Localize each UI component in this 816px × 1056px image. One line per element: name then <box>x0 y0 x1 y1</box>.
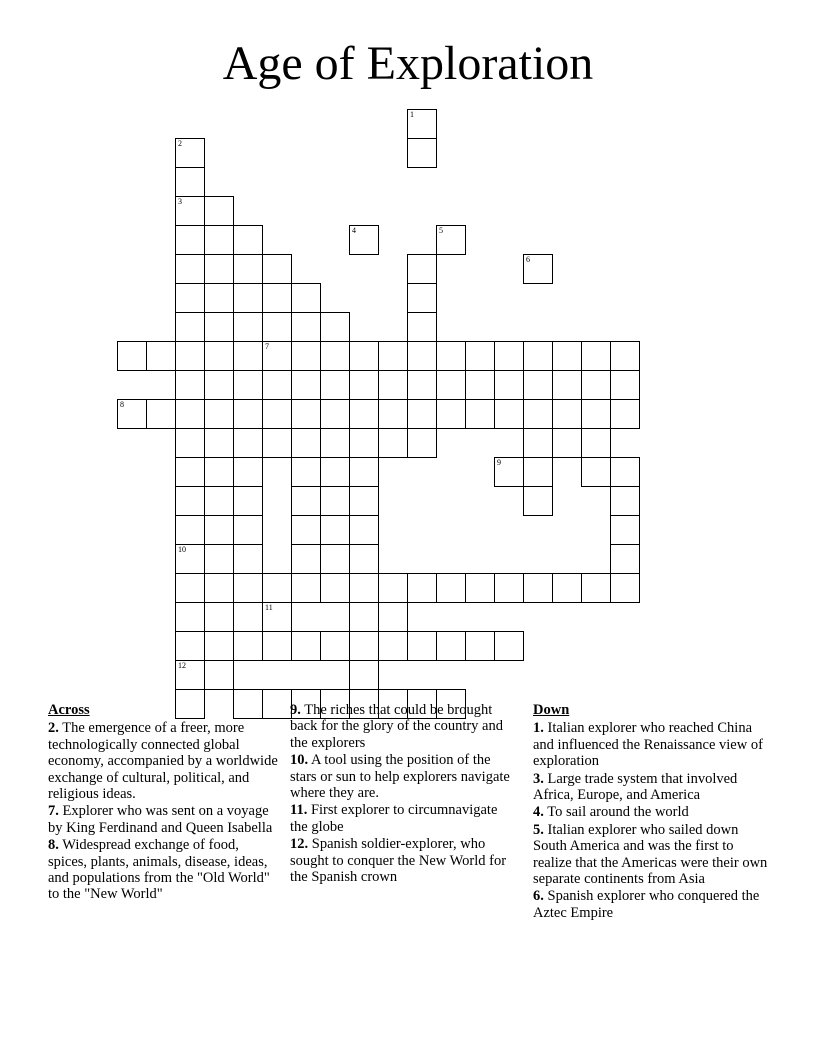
grid-cell[interactable] <box>262 631 292 661</box>
grid-cell[interactable] <box>175 370 205 400</box>
clue-across-9: 9. The riches that could be brought back for the glory of the country and the explorers <box>290 702 503 751</box>
clue-number: 7 <box>265 342 269 351</box>
grid-cell[interactable] <box>320 399 350 429</box>
grid-cell[interactable] <box>378 370 408 400</box>
grid-cell[interactable] <box>407 631 437 661</box>
grid-cell[interactable] <box>204 457 234 487</box>
grid-cell[interactable] <box>523 573 553 603</box>
grid-cell[interactable] <box>175 573 205 603</box>
grid-cell[interactable] <box>436 573 466 603</box>
grid-cell[interactable] <box>407 399 437 429</box>
grid-cell[interactable] <box>175 428 205 458</box>
grid-cell[interactable] <box>552 370 582 400</box>
grid-cell[interactable] <box>523 486 553 516</box>
grid-cell[interactable] <box>523 341 553 371</box>
clue-across-2: 2. The emergence of a freer, more technologically connected global economy, accompanied by a worldwide exchange of cultural, political, and religious ideas. <box>48 720 278 803</box>
clue-down-4: 4. To sail around the world <box>533 804 689 821</box>
grid-cell[interactable] <box>523 457 553 487</box>
grid-cell[interactable] <box>407 254 437 284</box>
clues-column-3 <box>533 702 769 922</box>
clue-number: 12 <box>178 661 186 670</box>
grid-cell[interactable] <box>204 428 234 458</box>
grid-cell[interactable] <box>175 283 205 313</box>
grid-cell[interactable] <box>262 312 292 342</box>
grid-cell[interactable] <box>320 428 350 458</box>
grid-cell[interactable] <box>204 341 234 371</box>
grid-cell[interactable] <box>494 631 524 661</box>
grid-cell[interactable] <box>378 428 408 458</box>
grid-cell[interactable] <box>175 225 205 255</box>
grid-cell[interactable] <box>175 399 205 429</box>
grid-cell[interactable] <box>233 515 263 545</box>
grid-cell[interactable] <box>320 486 350 516</box>
grid-cell[interactable] <box>581 370 611 400</box>
clue-number: 2 <box>178 139 182 148</box>
grid-cell[interactable] <box>262 341 292 371</box>
grid-cell[interactable] <box>233 457 263 487</box>
grid-cell[interactable] <box>349 399 379 429</box>
grid-cell[interactable] <box>233 283 263 313</box>
grid-cell[interactable] <box>204 399 234 429</box>
grid-cell[interactable] <box>610 457 640 487</box>
grid-cell[interactable] <box>291 312 321 342</box>
clue-number: 11 <box>265 603 273 612</box>
grid-cell[interactable] <box>349 341 379 371</box>
grid-cell[interactable] <box>233 486 263 516</box>
grid-cell[interactable] <box>407 283 437 313</box>
clue-down-1: 1. Italian explorer who reached China and influenced the Renaissance view of exploration <box>533 720 763 770</box>
grid-cell[interactable] <box>233 341 263 371</box>
grid-cell[interactable] <box>523 370 553 400</box>
grid-cell[interactable] <box>349 573 379 603</box>
grid-cell[interactable] <box>349 602 379 632</box>
grid-cell[interactable] <box>262 283 292 313</box>
grid-cell[interactable] <box>610 544 640 574</box>
down-heading: Down <box>533 702 570 718</box>
grid-cell[interactable] <box>291 370 321 400</box>
grid-cell[interactable] <box>204 544 234 574</box>
clue-number: 9 <box>497 458 501 467</box>
grid-cell[interactable] <box>349 428 379 458</box>
grid-cell[interactable] <box>204 660 234 690</box>
grid-cell[interactable] <box>233 573 263 603</box>
grid-cell[interactable] <box>204 573 234 603</box>
grid-cell[interactable] <box>204 196 234 226</box>
grid-cell[interactable] <box>349 660 379 690</box>
grid-cell[interactable] <box>436 370 466 400</box>
grid-cell[interactable] <box>204 602 234 632</box>
grid-cell[interactable] <box>349 370 379 400</box>
grid-cell[interactable] <box>552 341 582 371</box>
grid-cell[interactable] <box>204 486 234 516</box>
grid-cell[interactable] <box>291 399 321 429</box>
grid-cell[interactable] <box>117 399 147 429</box>
grid-cell[interactable] <box>494 370 524 400</box>
grid-cell[interactable] <box>349 486 379 516</box>
grid-cell[interactable] <box>378 631 408 661</box>
grid-cell[interactable] <box>175 341 205 371</box>
grid-cell[interactable] <box>465 573 495 603</box>
grid-cell[interactable] <box>349 631 379 661</box>
grid-cell[interactable] <box>465 399 495 429</box>
grid-cell[interactable] <box>291 486 321 516</box>
grid-cell[interactable] <box>175 138 205 168</box>
grid-cell[interactable] <box>204 515 234 545</box>
grid-cell[interactable] <box>175 167 205 197</box>
grid-cell[interactable] <box>349 515 379 545</box>
grid-cell[interactable] <box>581 341 611 371</box>
grid-cell[interactable] <box>175 254 205 284</box>
grid-cell[interactable] <box>407 428 437 458</box>
clue-number: 1 <box>410 110 414 119</box>
grid-cell[interactable] <box>407 370 437 400</box>
clue-down-6: 6. Spanish explorer who conquered the Aztec Empire <box>533 888 760 921</box>
grid-cell[interactable] <box>581 399 611 429</box>
grid-cell[interactable] <box>291 283 321 313</box>
grid-cell[interactable] <box>175 312 205 342</box>
grid-cell[interactable] <box>320 631 350 661</box>
grid-cell[interactable] <box>523 399 553 429</box>
grid-cell[interactable] <box>378 573 408 603</box>
clue-across-10: 10. A tool using the position of the stars or sun to help explorers navigate where they are. <box>290 752 510 802</box>
grid-cell[interactable] <box>262 573 292 603</box>
grid-cell[interactable] <box>117 341 147 371</box>
grid-cell[interactable] <box>175 544 205 574</box>
grid-cell[interactable] <box>610 399 640 429</box>
grid-cell[interactable] <box>465 370 495 400</box>
grid-cell[interactable] <box>291 573 321 603</box>
grid-cell[interactable] <box>610 370 640 400</box>
grid-cell[interactable] <box>262 428 292 458</box>
grid-cell[interactable] <box>610 341 640 371</box>
grid-cell[interactable] <box>581 573 611 603</box>
clue-number: 5 <box>439 226 443 235</box>
grid-cell[interactable] <box>610 515 640 545</box>
grid-cell[interactable] <box>436 399 466 429</box>
grid-cell[interactable] <box>378 341 408 371</box>
grid-cell[interactable] <box>349 225 379 255</box>
grid-cell[interactable] <box>233 428 263 458</box>
grid-cell[interactable] <box>523 254 553 284</box>
grid-cell[interactable] <box>291 544 321 574</box>
grid-cell[interactable] <box>407 341 437 371</box>
grid-cell[interactable] <box>436 631 466 661</box>
clue-number: 8 <box>120 400 124 409</box>
grid-cell[interactable] <box>262 254 292 284</box>
clues-column-1 <box>48 702 280 904</box>
grid-cell[interactable] <box>581 457 611 487</box>
grid-cell[interactable] <box>204 370 234 400</box>
grid-cell[interactable] <box>552 573 582 603</box>
grid-cell[interactable] <box>204 631 234 661</box>
grid-cell[interactable] <box>494 457 524 487</box>
grid-cell[interactable] <box>233 602 263 632</box>
grid-cell[interactable] <box>233 254 263 284</box>
grid-cell[interactable] <box>233 544 263 574</box>
clue-number: 4 <box>352 226 356 235</box>
grid-cell[interactable] <box>204 312 234 342</box>
grid-cell[interactable] <box>349 544 379 574</box>
clue-down-3: 3. Large trade system that involved Africa, Europe, and America <box>533 770 738 804</box>
grid-cell[interactable] <box>175 457 205 487</box>
grid-cell[interactable] <box>204 225 234 255</box>
grid-cell[interactable] <box>320 312 350 342</box>
clue-across-8: 8. Widespread exchange of food, spices, plants, animals, disease, ideas, and populations from the "Old World" to the "New World" <box>48 837 270 903</box>
clue-number: 6 <box>526 255 530 264</box>
grid-cell[interactable] <box>233 399 263 429</box>
clue-number: 3 <box>178 197 182 206</box>
clue-across-12: 12. Spanish soldier-explorer, who sought to conquer the New World for the Spanish crown <box>290 836 507 886</box>
grid-cell[interactable] <box>291 515 321 545</box>
grid-cell[interactable] <box>291 631 321 661</box>
grid-cell[interactable] <box>581 428 611 458</box>
grid-cell[interactable] <box>610 573 640 603</box>
grid-cell[interactable] <box>320 573 350 603</box>
clue-down-5: 5. Italian explorer who sailed down South America and was the first to realize that the Americas were their own separate continents from Asia <box>533 821 768 888</box>
grid-cell[interactable] <box>494 399 524 429</box>
clues-column-2 <box>290 702 515 886</box>
grid-cell[interactable] <box>175 515 205 545</box>
grid-cell[interactable] <box>291 341 321 371</box>
grid-cell[interactable] <box>436 341 466 371</box>
grid-cell[interactable] <box>552 428 582 458</box>
grid-cell[interactable] <box>320 515 350 545</box>
grid-cell[interactable] <box>233 370 263 400</box>
grid-cell[interactable] <box>175 631 205 661</box>
grid-cell[interactable] <box>407 312 437 342</box>
grid-cell[interactable] <box>262 399 292 429</box>
clue-across-11: 11. First explorer to circumnavigate the globe <box>290 802 498 835</box>
grid-cell[interactable] <box>349 457 379 487</box>
grid-cell[interactable] <box>436 225 466 255</box>
grid-cell[interactable] <box>552 399 582 429</box>
grid-cell[interactable] <box>407 109 437 139</box>
grid-cell[interactable] <box>494 341 524 371</box>
grid-cell[interactable] <box>465 631 495 661</box>
grid-cell[interactable] <box>233 631 263 661</box>
grid-cell[interactable] <box>175 486 205 516</box>
across-heading: Across <box>48 702 90 718</box>
clue-across-7: 7. Explorer who was sent on a voyage by King Ferdinand and Queen Isabella <box>48 803 273 836</box>
grid-cell[interactable] <box>320 457 350 487</box>
grid-cell[interactable] <box>378 399 408 429</box>
grid-cell[interactable] <box>175 196 205 226</box>
grid-cell[interactable] <box>494 573 524 603</box>
grid-cell[interactable] <box>175 602 205 632</box>
grid-cell[interactable] <box>233 312 263 342</box>
grid-cell[interactable] <box>291 457 321 487</box>
page-title: Age of Exploration <box>222 37 594 90</box>
grid-cell[interactable] <box>378 602 408 632</box>
grid-cell[interactable] <box>320 370 350 400</box>
grid-cell[interactable] <box>320 341 350 371</box>
grid-cell[interactable] <box>291 428 321 458</box>
grid-cell[interactable] <box>465 341 495 371</box>
grid-cell[interactable] <box>146 399 176 429</box>
grid-cell[interactable] <box>407 138 437 168</box>
clue-number: 10 <box>178 545 186 554</box>
grid-cell[interactable] <box>204 283 234 313</box>
grid-cell[interactable] <box>262 370 292 400</box>
grid-cell[interactable] <box>610 486 640 516</box>
grid-cell[interactable] <box>523 428 553 458</box>
grid-cell[interactable] <box>175 660 205 690</box>
grid-cell[interactable] <box>204 254 234 284</box>
grid-cell[interactable] <box>262 602 292 632</box>
grid-cell[interactable] <box>407 573 437 603</box>
grid-cell[interactable] <box>146 341 176 371</box>
grid-cell[interactable] <box>233 225 263 255</box>
